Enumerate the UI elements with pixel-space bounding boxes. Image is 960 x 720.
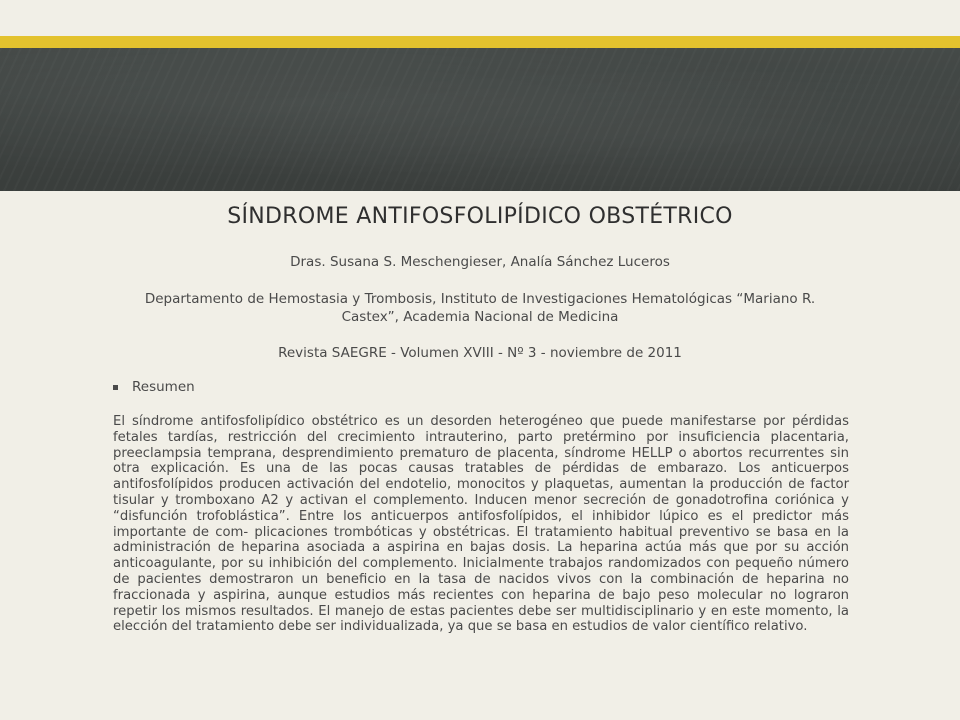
accent-bar (0, 36, 960, 48)
square-bullet-icon (113, 385, 118, 390)
slide-title: SÍNDROME ANTIFOSFOLIPÍDICO OBSTÉTRICO (227, 204, 733, 229)
bullet-label: Resumen (132, 379, 195, 395)
abstract-paragraph: El síndrome antifosfolipídico obstétrico es un desorden heterogéneo que puede manifestarse por pérdidas fetales tardías, restricción del crecimiento intrauterino, parto pretérmino por insuficiencia placentaria, preeclampsia temprana, desprendimiento prematuro de placenta, síndrome HELLP o abortos recurrentes sin otra explicación. Es una de las pocas causas tratables de pérdidas de embarazo. Los anticuerpos antifosfolípidos producen activación del endotelio, monocitos y plaquetas, aumentan la producción de factor tisular y tromboxano A2 y activan el complemento. Inducen menor secreción de gonadotrofina coriónica y “disfunción trofoblástica”. Entre los anticuerpos antifosfolípidos, el inhibidor lúpico es el predictor más importante de com- plicaciones trombóticas y obstétricas. El tratamiento habitual preventivo se basa en la administración de heparina asociada a aspirina en bajas dosis. La heparina actúa más que por su acción anticoagulante, por su inhibición del complemento. Inicialmente trabajos randomizados con pequeño número de pacientes demostraron un beneficio en la tasa de nacidos vivos con la combinación de heparina no fraccionada y aspirina, aunque estudios más recientes con heparina de bajo peso molecular no lograron repetir los mismos resultados. El manejo de estas pacientes debe ser multidisciplinario y en este momento, la elección del tratamiento debe ser individualizada, ya que se basa en estudios de valor científico relativo. (113, 414, 849, 635)
authors-line: Dras. Susana S. Meschengieser, Analía Sánchez Luceros (290, 254, 670, 270)
journal-citation: Revista SAEGRE - Volumen XVIII - Nº 3 - noviembre de 2011 (278, 345, 682, 361)
top-margin (0, 0, 960, 36)
header-banner (0, 48, 960, 191)
affiliation-text: Departamento de Hemostasia y Trombosis, Instituto de Investigaciones Hematológicas “Mariano R. Castex”, Academia Nacional de Medicina (144, 291, 816, 325)
bullet-item-resumen (113, 379, 195, 395)
